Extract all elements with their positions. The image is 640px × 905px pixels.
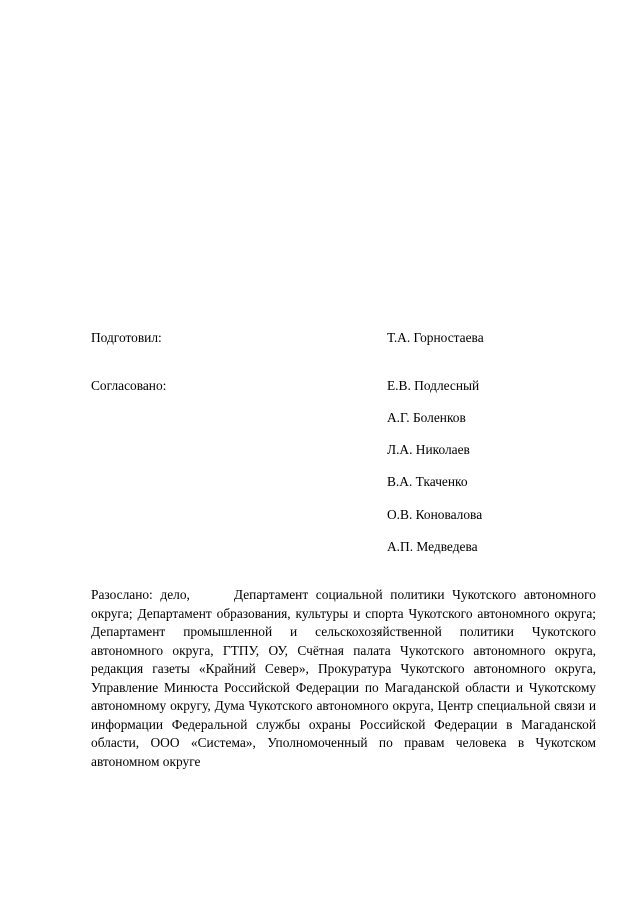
agreed-name-4: В.А. Ткаченко bbox=[387, 474, 468, 489]
distribution-text: Департамент социальной политики Чукотского автономного округа; Департамент образования, культуры и спорта Чукотского автономного округа; Департамент промышленной и сельскохозяйственной политики Чукотского автономного округа, ГТПУ, ОУ, Счётная палата Чукотского автономного округа, редакция газеты «Крайний Север», Прокуратура Чукотского автономного округа, Управление Минюста Российской Федерации по Магаданской области и Чукотскому автономному округу, Дума Чукотского автономного округа, Центр специальной связи и информации Федеральной службы охраны Российской Федерации в Магаданской области, ООО «Система», Уполномоченный по правам человека в Чукотском автономном округе bbox=[91, 587, 596, 769]
prepared-name: Т.А. Горностаева bbox=[387, 330, 484, 345]
distribution-list bbox=[91, 586, 596, 771]
distribution-label: Разослано: дело, bbox=[91, 587, 190, 602]
agreed-name-2: А.Г. Боленков bbox=[387, 410, 466, 425]
agreed-name-6: А.П. Медведева bbox=[387, 539, 478, 554]
agreed-name-3: Л.А. Николаев bbox=[387, 442, 470, 457]
agreed-name-1: Е.В. Подлесный bbox=[387, 378, 480, 393]
agreed-label: Согласовано: bbox=[91, 378, 167, 393]
prepared-label: Подготовил: bbox=[91, 330, 162, 345]
agreed-name-5: О.В. Коновалова bbox=[387, 507, 483, 522]
